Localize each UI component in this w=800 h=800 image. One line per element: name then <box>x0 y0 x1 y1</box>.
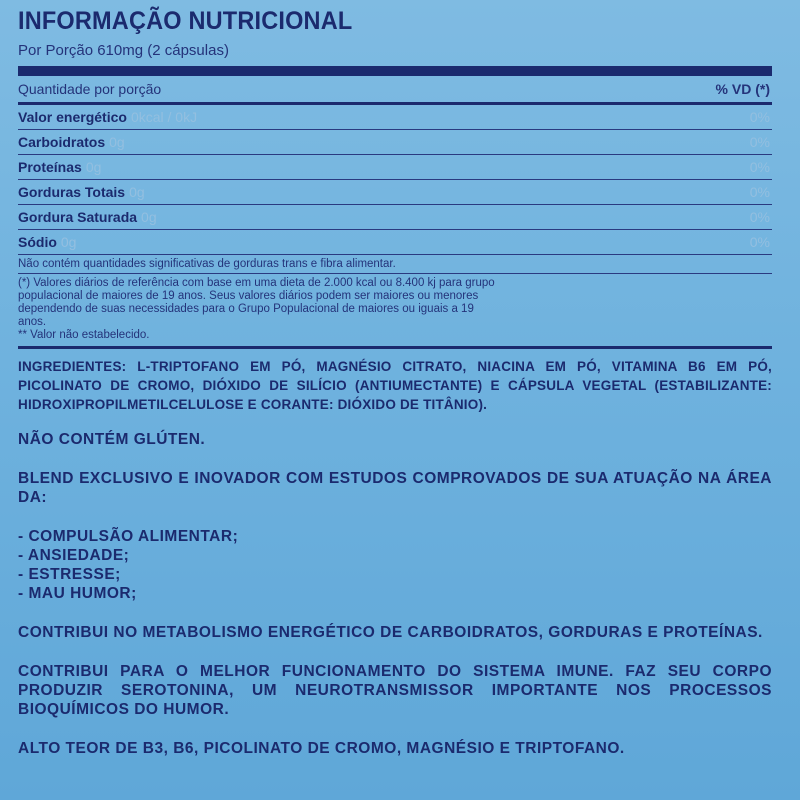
nutrient-amount: 0g <box>60 234 77 250</box>
reference-note <box>18 277 772 342</box>
nutrient-vd: 0% <box>749 209 770 225</box>
nutrient-vd: 0% <box>749 159 770 175</box>
trans-fiber-note: Não contém quantidades significativas de gorduras trans e fibra alimentar. <box>18 255 772 274</box>
areas-list <box>18 527 772 603</box>
page-title: INFORMAÇÃO NUTRICIONAL <box>18 7 353 35</box>
nutrient-amount: 0g <box>109 134 125 150</box>
table-row <box>18 230 772 255</box>
serving-size: Por Porção 610mg (2 cápsulas) <box>18 42 229 59</box>
nutrient-name: Carboidratos <box>18 134 106 150</box>
list-item: - ANSIEDADE; <box>18 547 130 564</box>
table-row <box>18 205 772 230</box>
table-header <box>18 76 772 105</box>
nutrient-amount: 0g <box>141 209 157 225</box>
table-row <box>18 130 772 155</box>
nutrient-name: Proteínas <box>18 159 82 175</box>
high-content-statement: ALTO TEOR DE B3, B6, PICOLINATO DE CROMO, MAGNÉSIO E TRIPTOFANO. <box>18 740 625 757</box>
table-row <box>18 155 772 180</box>
list-item: - COMPULSÃO ALIMENTAR; <box>18 528 239 545</box>
reference-line: anos. <box>18 316 47 328</box>
list-item: - MAU HUMOR; <box>18 585 137 602</box>
nutrient-amount: 0g <box>85 159 102 175</box>
ingredients-text: INGREDIENTES: L-TRIPTOFANO EM PÓ, MAGNÉSIO CITRATO, NIACINA EM PÓ, VITAMINA B6 EM PÓ, PICOLINATO DE CROMO, DIÓXIDO DE SILÍCIO (ANTIUMECTANTE) E CÁPSULA VEGETAL (ESTABILIZANTE: HIDROXIPROPILMETILCELULOSE E CORANTE: DIÓXIDO DE TITÂNIO). <box>18 359 772 412</box>
vd-label: % VD (*) <box>715 81 770 97</box>
immune-statement: CONTRIBUI PARA O MELHOR FUNCIONAMENTO DO SISTEMA IMUNE. FAZ SEU CORPO PRODUZIR SEROTONINA, UM NEUROTRANSMISSOR IMPORTANTE NOS PROCESSOS BIOQUÍMICOS DO HUMOR. <box>18 663 772 718</box>
reference-line: (*) Valores diários de referência com base em uma dieta de 2.000 kcal ou 8.400 kj para grupo <box>18 277 495 289</box>
table-row <box>18 180 772 205</box>
list-item: - ESTRESSE; <box>18 566 121 583</box>
nutrient-name: Sódio <box>18 234 57 250</box>
nutrient-name: Valor energético <box>18 109 127 125</box>
reference-line: populacional de maiores de 19 anos. Seus valores diários podem ser maiores ou menores <box>18 290 479 302</box>
blend-statement: BLEND EXCLUSIVO E INOVADOR COM ESTUDOS COMPROVADOS DE SUA ATUAÇÃO NA ÁREA DA: <box>18 470 772 506</box>
gluten-statement: NÃO CONTÉM GLÚTEN. <box>18 431 206 448</box>
nutrient-amount: 0g <box>129 184 145 200</box>
table-row <box>18 105 772 130</box>
nutrient-amount: 0kcal / 0kJ <box>130 109 198 125</box>
reference-line: dependendo de suas necessidades para o Grupo Populacional de maiores ou iguais a 19 <box>18 303 474 315</box>
nutrient-name: Gorduras Totais <box>18 184 126 200</box>
nutrient-vd: 0% <box>749 134 770 150</box>
nutrient-name: Gordura Saturada <box>18 209 138 225</box>
nutrient-vd: 0% <box>749 109 770 125</box>
nutrition-label <box>18 0 772 758</box>
divider-thick <box>18 66 772 76</box>
quantity-label: Quantidade por porção <box>18 81 162 97</box>
nutrient-vd: 0% <box>749 184 770 200</box>
nutrient-vd: 0% <box>749 234 770 250</box>
divider-bottom <box>18 346 772 349</box>
reference-line: ** Valor não estabelecido. <box>18 329 150 341</box>
metabolism-statement: CONTRIBUI NO METABOLISMO ENERGÉTICO DE CARBOIDRATOS, GORDURAS E PROTEÍNAS. <box>18 624 763 641</box>
